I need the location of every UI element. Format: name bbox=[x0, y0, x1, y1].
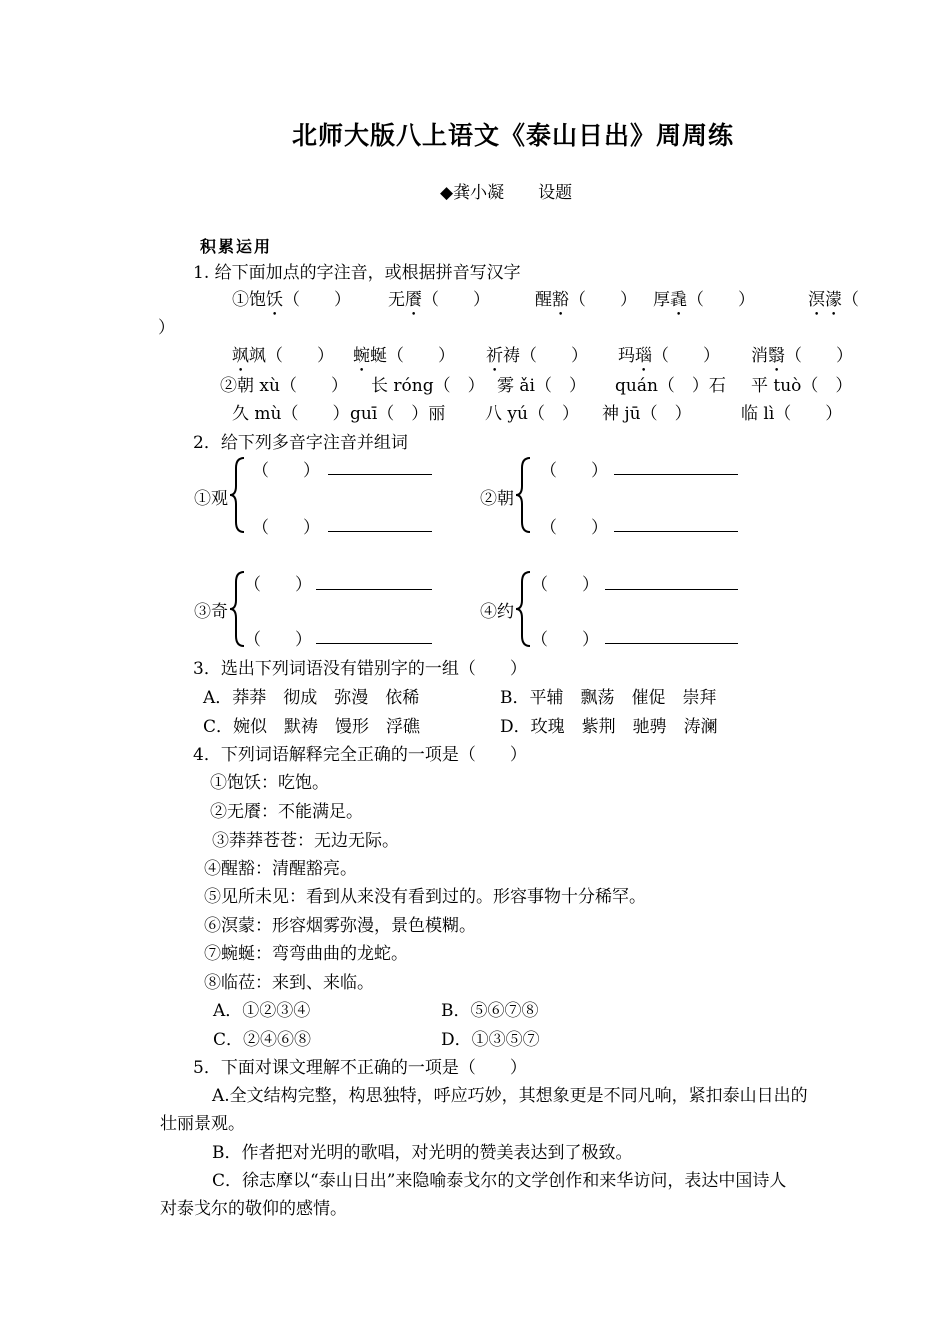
q1-item: 厚毳（ ） bbox=[653, 290, 755, 310]
q4-item: ④醒豁：清醒豁亮。 bbox=[204, 859, 357, 879]
q4-item: ⑥溟蒙：形容烟雾弥漫，景色模糊。 bbox=[204, 916, 476, 936]
q1-pinyin-item: 雾 ǎi（ ） bbox=[497, 376, 586, 396]
q4-item: ⑤见所未见：看到从来没有看到过的。形容事物十分稀罕。 bbox=[204, 887, 646, 907]
q1-pinyin-item: ②朝 xù（ ） bbox=[220, 376, 348, 396]
q1-pinyin-item: 长 róng（ ） bbox=[371, 376, 485, 396]
page-title: 北师大版八上语文《泰山日出》周周练 bbox=[292, 121, 735, 150]
q1-item: 飒飒（ ） bbox=[232, 346, 334, 366]
q1-item: 祈祷（ ） bbox=[486, 346, 588, 366]
q2-char-zhao: ②朝 bbox=[480, 489, 514, 509]
q4-option-c: C．②④⑥⑧ bbox=[213, 1030, 312, 1050]
q1-item: 消翳（ ） bbox=[751, 346, 853, 366]
q2-paren: （ ） bbox=[244, 630, 312, 650]
q4-item: ⑧临莅：来到、来临。 bbox=[204, 973, 374, 993]
q1-item: 无餍（ ） bbox=[388, 290, 490, 310]
answer-blank[interactable] bbox=[605, 589, 738, 590]
question-3-stem: 3．选出下列词语没有错别字的一组（ ） bbox=[193, 659, 527, 679]
q1-item: 蜿蜒（ ） bbox=[353, 346, 455, 366]
q2-char-yue: ④约 bbox=[480, 602, 514, 622]
q2-paren: （ ） bbox=[252, 461, 320, 481]
q1-pinyin-item: 八 yú（ ） bbox=[485, 404, 579, 424]
q4-option-b: B．⑤⑥⑦⑧ bbox=[441, 1001, 539, 1021]
q2-char-guan: ①观 bbox=[194, 489, 228, 509]
q1-pinyin-item: 平 tuò（ ） bbox=[751, 376, 853, 396]
answer-blank[interactable] bbox=[614, 531, 738, 532]
q2-paren: （ ） bbox=[531, 575, 599, 595]
answer-blank[interactable] bbox=[328, 531, 432, 532]
answer-blank[interactable] bbox=[605, 643, 738, 644]
q5-option-c: C．徐志摩以“泰山日出”来隐喻泰戈尔的文学创作和来华访问，表达中国诗人 bbox=[212, 1171, 787, 1191]
q3-option-a: A．莽莽 彻成 弥漫 依稀 bbox=[203, 688, 420, 708]
author-line: ◆龚小凝 设题 bbox=[440, 183, 573, 203]
q1-pinyin-item: quán（ ）石 bbox=[615, 376, 726, 396]
answer-blank[interactable] bbox=[614, 474, 738, 475]
q5-option-c-cont: 对泰戈尔的敬仰的感情。 bbox=[160, 1199, 347, 1219]
q1-item: 溟濛（ bbox=[808, 290, 859, 310]
question-2-stem: 2．给下列多音字注音并组词 bbox=[193, 433, 408, 453]
question-4-stem: 4．下列词语解释完全正确的一项是（ ） bbox=[193, 745, 527, 765]
q1-wrap-paren: ） bbox=[158, 318, 175, 338]
q3-option-b: B．平辅 飘荡 催促 崇拜 bbox=[500, 688, 717, 708]
q4-item: ②无餍：不能满足。 bbox=[210, 802, 363, 822]
q5-option-a: A.全文结构完整，构思独特，呼应巧妙，其想象更是不同凡响，紧扣泰山日出的 bbox=[212, 1086, 808, 1106]
q1-pinyin-item: 临 lì（ ） bbox=[741, 404, 843, 424]
brace-icon bbox=[514, 456, 534, 534]
q1-pinyin-item: 久 mù（ ） bbox=[232, 404, 350, 424]
answer-blank[interactable] bbox=[316, 643, 432, 644]
answer-blank[interactable] bbox=[328, 474, 432, 475]
q3-option-c: C．婉似 默祷 馒形 浮礁 bbox=[203, 717, 421, 737]
answer-blank[interactable] bbox=[316, 589, 432, 590]
q4-option-d: D．①③⑤⑦ bbox=[441, 1030, 540, 1050]
brace-icon bbox=[228, 456, 248, 534]
q1-pinyin-item: 神 jū（ ） bbox=[602, 404, 692, 424]
q1-item: 醒豁（ ） bbox=[535, 290, 637, 310]
q1-pinyin-item: guī（ ）丽 bbox=[350, 404, 446, 424]
q2-paren: （ ） bbox=[244, 575, 312, 595]
q1-item: ①饱饫（ ） bbox=[232, 290, 351, 310]
q4-item: ①饱饫：吃饱。 bbox=[210, 773, 329, 793]
q1-item: 玛瑙（ ） bbox=[618, 346, 720, 366]
q2-paren: （ ） bbox=[540, 461, 608, 481]
q4-item: ③莽莽苍苍：无边无际。 bbox=[212, 831, 399, 851]
q4-option-a: A．①②③④ bbox=[213, 1001, 311, 1021]
q4-item: ⑦蜿蜒：弯弯曲曲的龙蛇。 bbox=[204, 944, 408, 964]
q5-option-b: B．作者把对光明的歌唱，对光明的赞美表达到了极致。 bbox=[212, 1143, 633, 1163]
section-heading: 积累运用 bbox=[200, 237, 273, 256]
q2-paren: （ ） bbox=[252, 518, 320, 538]
question-1-stem: 1. 给下面加点的字注音，或根据拼音写汉字 bbox=[193, 263, 521, 283]
q5-option-a-cont: 壮丽景观。 bbox=[160, 1114, 245, 1134]
q2-char-qi: ③奇 bbox=[194, 602, 228, 622]
q2-paren: （ ） bbox=[531, 630, 599, 650]
q2-paren: （ ） bbox=[540, 518, 608, 538]
question-5-stem: 5．下面对课文理解不正确的一项是（ ） bbox=[193, 1058, 527, 1078]
q3-option-d: D．玫瑰 紫荆 驰骋 涛澜 bbox=[500, 717, 718, 737]
